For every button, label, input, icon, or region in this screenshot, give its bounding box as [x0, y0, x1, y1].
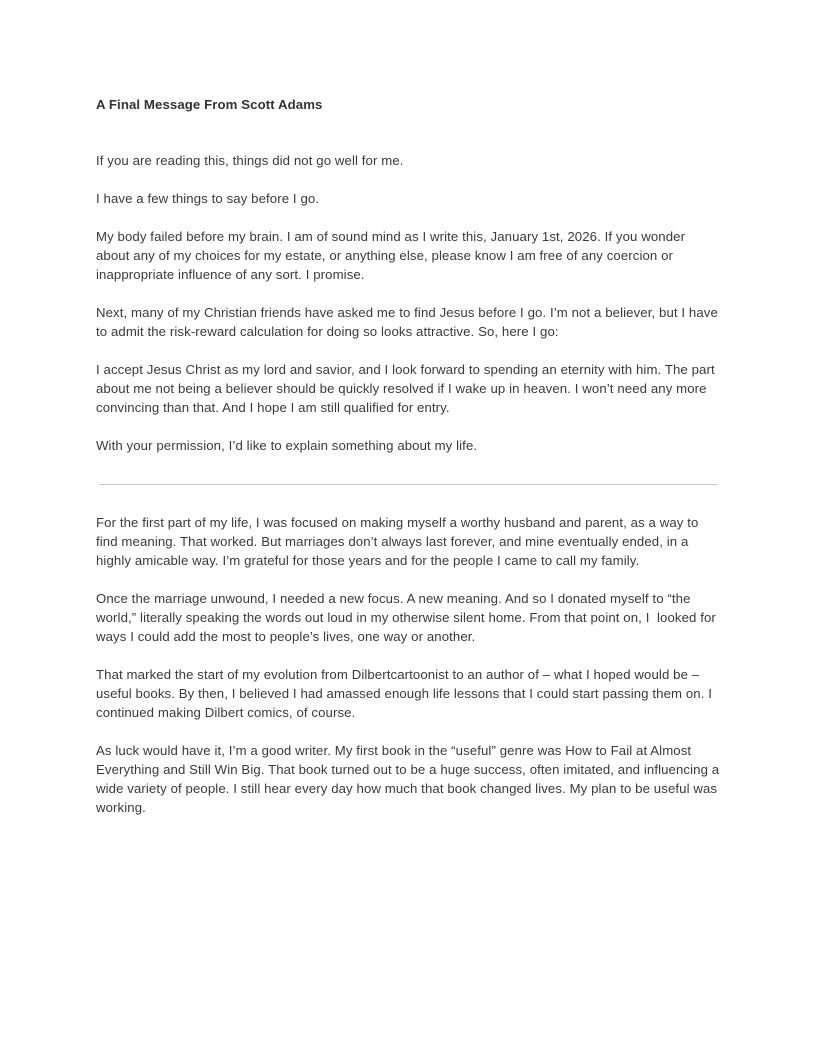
intro-section: [96, 151, 721, 455]
paragraph: That marked the start of my evolution from Dilbertcartoonist to an author of – what I hoped would be – useful books. By then, I believed I had amassed enough life lessons that I could start passing them on. I continued making Dilbert comics, of course.: [96, 667, 716, 720]
section-divider: [99, 484, 718, 485]
paragraph: For the first part of my life, I was focused on making myself a worthy husband and parent, as a way to find meaning. That worked. But marriages don’t always last forever, and mine eventually ended, in a highly amicable way. I’m grateful for those years and for the people I came to call my family.: [96, 515, 703, 568]
paragraph: As luck would have it, I’m a good writer. My first book in the “useful” genre was How to Fail at Almost Everything and Still Win Big. That book turned out to be a huge success, often imitated, and influencing a wide variety of people. I still hear every day how much that book changed lives. My plan to be useful was working.: [96, 743, 723, 815]
paragraph: I have a few things to say before I go.: [96, 191, 320, 206]
life-story-section: [96, 513, 721, 817]
paragraph: If you are reading this, things did not go well for me.: [96, 153, 404, 168]
paragraph: I accept Jesus Christ as my lord and savior, and I look forward to spending an eternity with him. The part about me not being a believer should be quickly resolved if I wake up in heaven. I won’t need any more convincing than that. And I hope I am still qualified for entry.: [96, 362, 719, 415]
paragraph: With your permission, I’d like to explain something about my life.: [96, 438, 478, 453]
paragraph: Once the marriage unwound, I needed a new focus. A new meaning. And so I donated myself to “the world,” literally speaking the words out loud in my otherwise silent home. From that point on, I looked for ways I could add the most to people’s lives, one way or another.: [96, 591, 720, 644]
paragraph: Next, many of my Christian friends have asked me to find Jesus before I go. I’m not a believer, but I have to admit the risk-reward calculation for doing so looks attractive. So, here I go:: [96, 305, 722, 339]
paragraph: My body failed before my brain. I am of sound mind as I write this, January 1st, 2026. If you wonder about any of my choices for my estate, or anything else, please know I am free of any coercion or inappropriate influence of any sort. I promise.: [96, 229, 689, 282]
document-title: A Final Message From Scott Adams: [96, 97, 323, 112]
